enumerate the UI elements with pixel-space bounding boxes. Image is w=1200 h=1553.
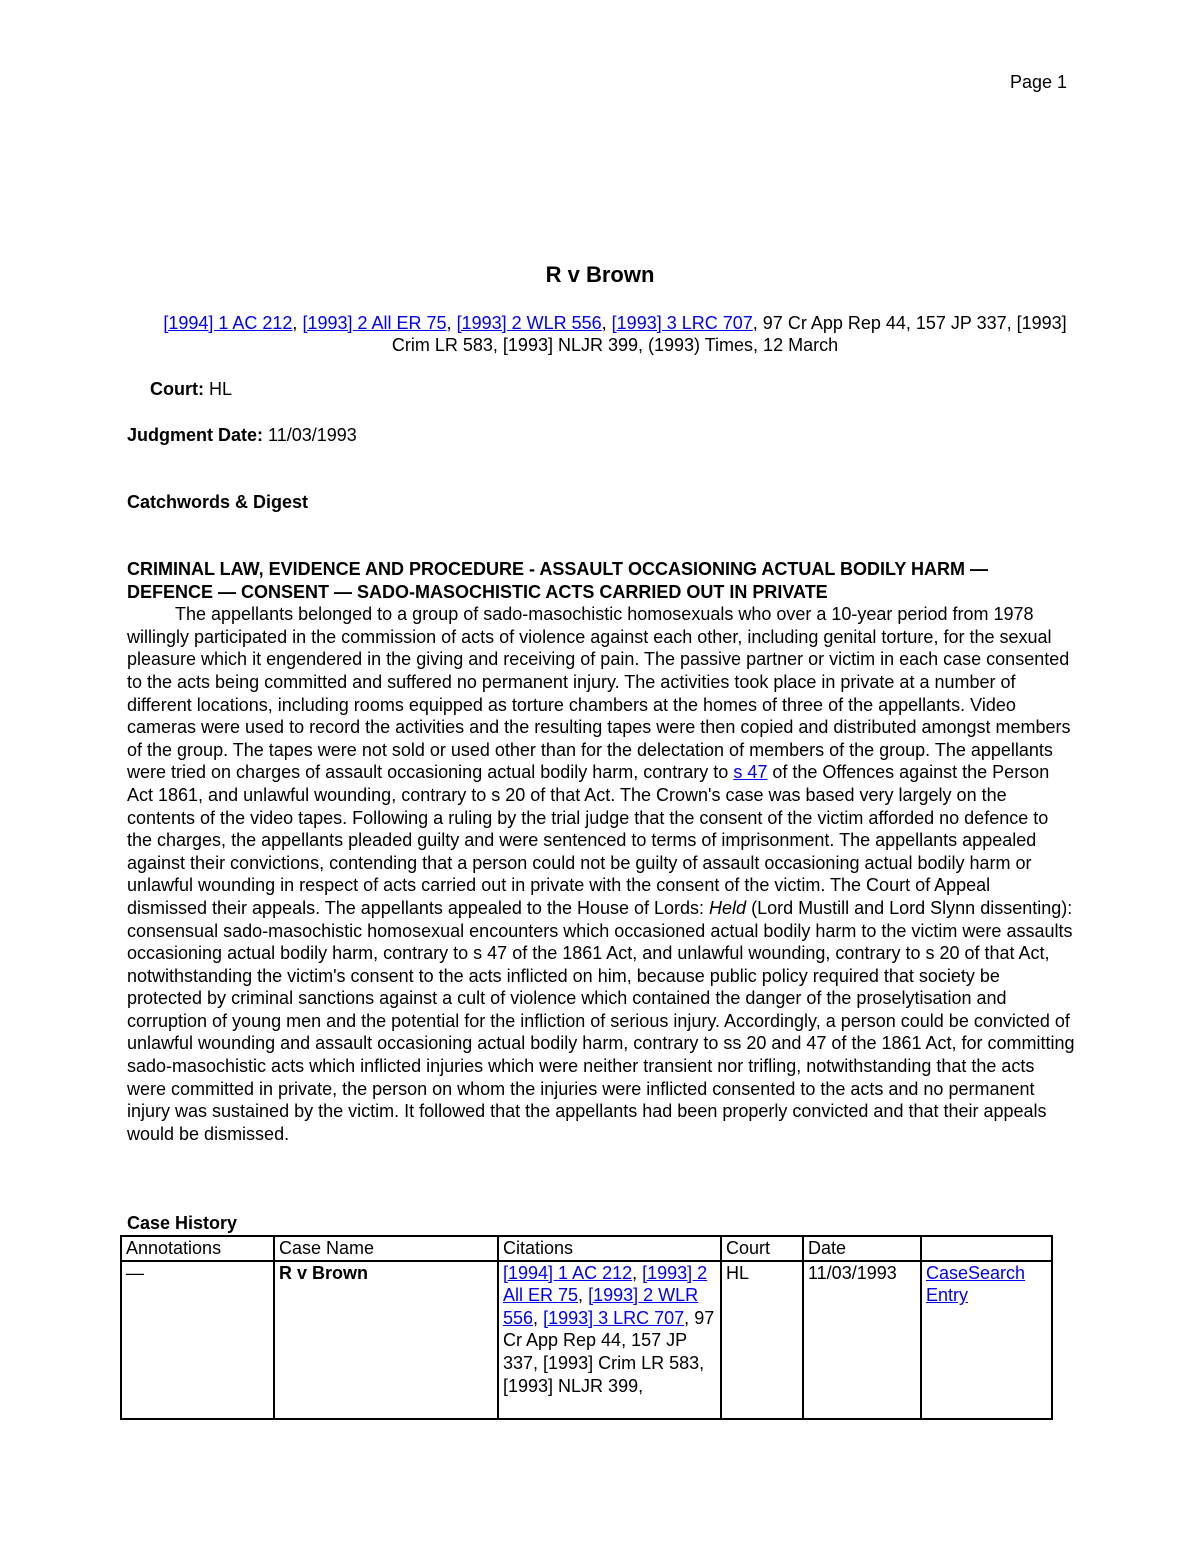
row-case-name — [274, 1261, 498, 1419]
row-court: HL — [721, 1261, 803, 1419]
digest-part-3: (Lord Mustill and Lord Slynn dissenting): consensual sado-masochistic homosexual encounters which occasioned actual bodily harm to the victim were assaults occasioning actual bodily harm, contrary to s 47 of the 1861 Act, and unlawful wounding, contrary to s 20 of that Act, notwithstanding the victim's consent to the acts inflicted on him, because public policy required that society be protected by criminal sanctions against a cult of violence which contained the danger of the proselytisation and corruption of young men and the potential for the infliction of serious injury. Accordingly, a person could be convicted of unlawful wounding and assault occasioning actual bodily harm, contrary to ss 20 and 47 of the 1861 Act, for committing sado-masochistic acts which inflicted injuries which were neither transient nor trifling, notwithstanding that the acts were committed in private, the person on whom the injuries were inflicted consented to the acts and no permanent injury was sustained by the victim. It followed that the appellants had been properly convicted and that their appeals would be dismissed. — [127, 897, 1075, 1144]
digest-part-1: The appellants belonged to a group of sado-masochistic homosexuals who over a 10-year period from 1978 willingly participated in the commission of acts of violence against each other, including genital torture, for the sexual pleasure which it engendered in the giving and receiving of pain. The passive partner or victim in each case consented to the acts being committed and suffered no permanent injury. The activities took place in private at a number of different locations, including rooms equipped as torture chambers at the homes of three of the appellants. Video cameras were used to record the activities and the resulting tapes were then copied and distributed amongst members of the group. The tapes were not sold or used other than for the delectation of members of the group. The appellants were tried on charges of assault occasioning actual bodily harm, contrary to — [127, 604, 1071, 783]
row-citations-content: [1994] 1 AC 212, [1993] 2 All ER 75, [1993] 2 WLR 556, [1993] 3 LRC 707, 97 Cr App Rep 44, 157 JP 337, [1993] Crim LR 583, [1993] NLJR 399, — [503, 1262, 715, 1396]
column-header-date: Date — [803, 1236, 921, 1261]
judgment-date-value: 11/03/1993 — [268, 425, 357, 445]
row-citations — [498, 1261, 721, 1419]
court-label: Court: — [150, 379, 204, 399]
section-47-link[interactable]: s 47 — [733, 762, 768, 783]
judgment-date-line — [127, 425, 357, 446]
row-citation-link-lrc[interactable]: [1993] 3 LRC 707 — [543, 1307, 685, 1328]
digest-heading: CRIMINAL LAW, EVIDENCE AND PROCEDURE - ASSAULT OCCASIONING ACTUAL BODILY HARM — DEFENCE — CONSENT — SADO-MASOCHISTIC ACTS CARRIED OUT IN PRIVATE — [127, 559, 989, 602]
case-history-heading: Case History — [127, 1213, 238, 1233]
court-value: HL — [209, 379, 233, 399]
case-history-table — [120, 1235, 1053, 1420]
case-title: R v Brown — [545, 262, 655, 287]
column-header-citations: Citations — [498, 1236, 721, 1261]
row-annotation: — — [121, 1261, 274, 1419]
citation-link-all-er[interactable]: [1993] 2 All ER 75 — [302, 313, 447, 333]
column-header-case-name: Case Name — [274, 1236, 498, 1261]
citation-link-ac[interactable]: [1994] 1 AC 212 — [163, 313, 293, 333]
citations-plain: 97 Cr App Rep 44, 157 JP 337, [1993] Crim LR 583, [1993] NLJR 399, (1993) Times, 12 March — [391, 313, 1067, 355]
held-label: Held — [709, 897, 747, 918]
digest-paragraph — [127, 603, 1075, 1145]
table-row — [121, 1261, 1052, 1419]
column-header-blank — [921, 1236, 1052, 1261]
row-date: 11/03/1993 — [803, 1261, 921, 1419]
column-header-annotations: Annotations — [121, 1236, 274, 1261]
page-number: Page 1 — [1010, 72, 1068, 92]
digest-part-2: of the Offences against the Person Act 1861, and unlawful wounding, contrary to s 20 of that Act. The Crown's case was based very largely on the contents of the video tapes. Following a ruling by the trial judge that the consent of the victim afforded no defence to the charges, the appellants pleaded guilty and were sentenced to terms of imprisonment. The appellants appealed against their convictions, contending that a person could not be guilty of assault occasioning actual bodily harm or unlawful wounding in respect of acts carried out in private with the consent of the victim. The Court of Appeal dismissed their appeals. The appellants appealed to the House of Lords: — [127, 762, 1050, 918]
row-citations-plain: 97 Cr App Rep 44, 157 JP 337, [1993] Crim LR 583, [1993] NLJR 399, — [503, 1307, 715, 1396]
row-citation-link-wlr[interactable]: [1993] 2 WLR 556 — [503, 1285, 699, 1328]
row-citation-link-ac[interactable]: [1994] 1 AC 212 — [503, 1262, 633, 1283]
row-case-name-text: R v Brown — [279, 1262, 369, 1283]
case-citations: [1994] 1 AC 212, [1993] 2 All ER 75, [1993] 2 WLR 556, [1993] 3 LRC 707, 97 Cr App Rep 44, 157 JP 337, [1993] Crim LR 583, [1993] NLJR 399, (1993) Times, 12 March — [163, 313, 1067, 355]
catchwords-heading: Catchwords & Digest — [127, 492, 309, 512]
judgment-date-label: Judgment Date: — [127, 425, 264, 445]
column-header-court: Court — [721, 1236, 803, 1261]
casesearch-entry-link[interactable]: CaseSearch Entry — [926, 1262, 1026, 1306]
court-line — [150, 379, 232, 400]
digest-section — [127, 558, 1075, 1145]
table-header-row — [121, 1236, 1052, 1261]
row-citation-link-all-er[interactable]: [1993] 2 All ER 75 — [503, 1262, 708, 1306]
row-entry — [921, 1261, 1052, 1419]
citation-link-lrc[interactable]: [1993] 3 LRC 707 — [611, 313, 753, 333]
citation-link-wlr[interactable]: [1993] 2 WLR 556 — [456, 313, 602, 333]
